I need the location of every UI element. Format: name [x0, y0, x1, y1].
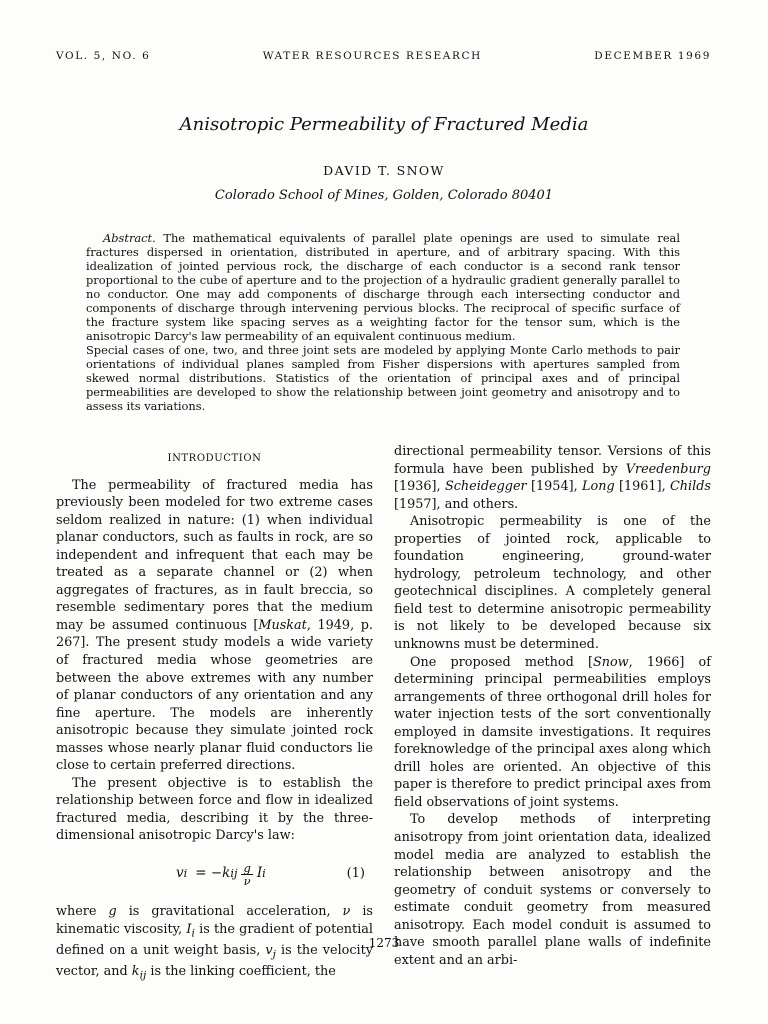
body-paragraph: To develop methods of interpreting anisotropy from joint orientation data, idealized model media are analyzed to establish the relationship between anisotropy and the geometry of conduit systems or conversely to estimate conduit geometry from measured anisotropy. Each model conduit is assumed to have smooth parallel plane walls of indefinite extent and an arbi-: [394, 812, 711, 968]
equation-body: v i = −k ij $\frac{g}{\nu}$ I i: [176, 860, 266, 888]
section-heading: INTRODUCTION: [167, 453, 262, 464]
body-paragraph: directional permeability tensor. Versions of this formula have been published by Vreedenburg [1936], Scheidegger [1954], Long [1961], Childs [1957], and others.: [394, 444, 711, 512]
citation: Snow: [592, 654, 629, 670]
author-affiliation: Colorado School of Mines, Golden, Colorado 80401: [214, 188, 554, 203]
body-paragraph: Anisotropic permeability is one of the properties of jointed rock, applicable to foundation engineering, ground-water hydrology, petroleum technology, and other geotechnical disciplines. A completely general field test to determine anisotropic permeability is not likely to be developed because six unknowns must be determined.: [394, 514, 711, 653]
citation: Scheidegger: [444, 479, 527, 495]
abstract-label: Abstract.: [103, 231, 156, 245]
fraction: $\frac{g}{\nu}$: [243, 860, 251, 888]
right-column: [394, 443, 711, 969]
article-title: Anisotropic Permeability of Fractured Media: [179, 114, 589, 135]
abstract: [86, 231, 680, 413]
body-paragraph: where g is gravitational acceleration, ν is kinematic viscosity, $I_i$ is the gradient of potential defined on a unit weight basis, $v_j$ is the velocity vector, and $k_{ij}$ is the linking coefficient, the: [56, 904, 374, 982]
journal-name: WATER RESOURCES RESEARCH: [262, 50, 482, 62]
page-number: 1273: [368, 936, 400, 950]
running-header: [56, 50, 711, 62]
citation: Childs: [670, 479, 711, 495]
volume-issue: VOL. 5, NO. 6: [56, 50, 151, 62]
citation: Muskat: [258, 617, 307, 633]
citation: Long: [582, 479, 615, 495]
abstract-text: The mathematical equivalents of parallel plate openings are used to simulate real fractures dispersed in orientation, distributed in aperture, and of arbitrary spacing. With this idealization of jointed pervious rock, the discharge of each conductor is a second rank tensor proportional to the cube of aperture and to the projection of a hydraulic gradient generally parallel to no conductor. One may add components of discharge through each intersecting conductor and components of discharge through intervening pervious blocks. The reciprocal of specific surface of the fracture system like spacing serves as a weighting factor for the tensor sum, which is the anisotropic Darcy's law permeability of an equivalent continuous medium.: [86, 231, 680, 343]
equation: [56, 845, 373, 903]
left-column: [56, 445, 373, 984]
equation-number: (1): [346, 866, 365, 882]
article-author: DAVID T. SNOW: [323, 163, 445, 178]
issue-date: DECEMBER 1969: [594, 50, 711, 62]
abstract-paragraph: Special cases of one, two, and three joint sets are modeled by applying Monte Carlo methods to pair orientations of individual planes sampled from Fisher dispersions with apertures sampled from skewed normal distributions. Statistics of the orientation of principal axes and of principal permeabilities are developed to show the relationship between joint geometry and anisotropy and to assess its variations.: [86, 343, 680, 413]
abstract-paragraph: [86, 231, 680, 343]
body-paragraph: The present objective is to establish the relationship between force and flow in idealized fractured media, describing it by the three-dimensional anisotropic Darcy's law:: [56, 775, 373, 844]
body-paragraph: The permeability of fractured media has previously been modeled for two extreme cases seldom realized in nature: (1) when individual planar conductors, such as faults in rock, are so independent and infrequent that each may be treated as a separate channel or (2) when aggregates of fractures, as in fault breccia, so resemble sedimentary pores that the medium may be assumed continuous [Muskat, 1949, p. 267]. The present study models a wide variety of fractured media whose geometries are between the above extremes with any number of planar conductors of any orientation and any fine aperture. The models are inherently anisotropic because they simulate jointed rock masses whose nearly planar fluid conductors lie close to certain preferred directions.: [56, 477, 373, 774]
citation: Vreedenburg: [625, 461, 711, 477]
body-paragraph: One proposed method [Snow, 1966] of determining principal permeabilities employs arrangements of three orthogonal drill holes for water injection tests of the sort conventionally employed in damsite investigations. It requires foreknowledge of the principal axes along which drill holes are oriented. An objective of this paper is therefore to predict principal axes from field observations of joint systems.: [394, 654, 711, 810]
